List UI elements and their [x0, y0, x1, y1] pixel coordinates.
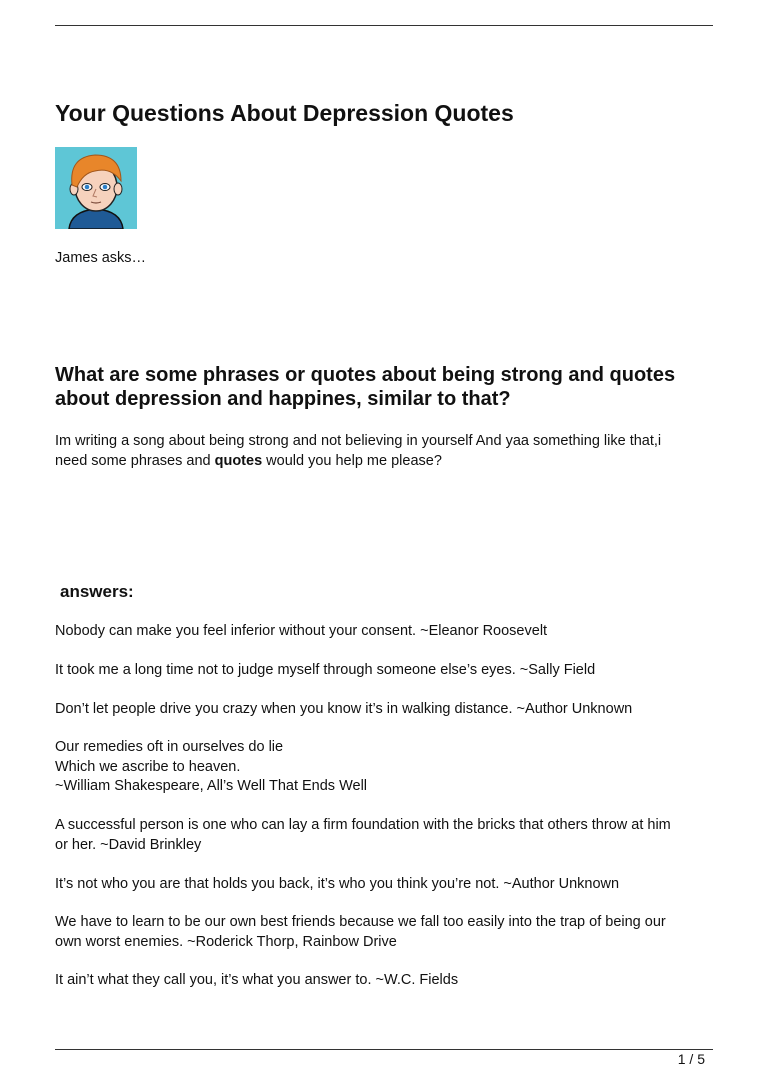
answer-line: or her. ~David Brinkley [55, 836, 202, 853]
answer-line: It ain’t what they call you, it’s what you answer to. ~W.C. Fields [55, 972, 459, 988]
answer-line: Which we ascribe to heaven. [55, 758, 241, 775]
answer-line: Don’t let people drive you crazy when you know it’s in walking distance. ~Author Unknown [55, 701, 633, 717]
asker-label: James asks… [55, 250, 147, 266]
bold-keyword: quotes [214, 452, 263, 469]
answer-quote [55, 622, 720, 642]
question-body-line: Im writing a song about being strong and not believing in yourself And yaa something like that,i [55, 433, 662, 449]
answer-quote [55, 661, 720, 681]
answer-quote [55, 971, 720, 991]
answer-line: A successful person is one who can lay a firm foundation with the bricks that others throw at him [55, 817, 671, 833]
question-heading-line: What are some phrases or quotes about being strong and quotes [55, 364, 676, 386]
question-body [55, 432, 720, 471]
answer-line: Nobody can make you feel inferior without your consent. ~Eleanor Roosevelt [55, 623, 548, 639]
question-body-line [55, 452, 720, 472]
page-number: 1 / 5 [677, 1051, 705, 1067]
bottom-rule [55, 1049, 713, 1050]
answer-quote [55, 700, 720, 720]
answer-line: own worst enemies. ~Roderick Thorp, Rainbow Drive [55, 933, 397, 950]
answer-line: It’s not who you are that holds you back, it’s who you think you’re not. ~Author Unknown [55, 876, 620, 892]
answer-quote [55, 913, 720, 952]
answers-heading: answers: [60, 582, 134, 601]
question-heading-line: about depression and happines, similar to that? [55, 388, 511, 410]
answer-quote [55, 875, 720, 895]
top-rule [55, 25, 713, 26]
text: would you help me please? [262, 452, 442, 469]
answer-line: We have to learn to be our own best friends because we fall too easily into the trap of being our [55, 914, 666, 930]
answer-line: ~William Shakespeare, All’s Well That Ends Well [55, 778, 368, 794]
answer-line: Our remedies oft in ourselves do lie [55, 739, 284, 755]
question-heading [55, 363, 725, 411]
page-title: Your Questions About Depression Quotes [55, 100, 514, 126]
text: need some phrases and [55, 452, 215, 469]
answer-line: It took me a long time not to judge myself through someone else’s eyes. ~Sally Field [55, 662, 596, 678]
answer-quote [55, 816, 720, 855]
avatar [55, 147, 137, 229]
answer-quote [55, 738, 720, 797]
